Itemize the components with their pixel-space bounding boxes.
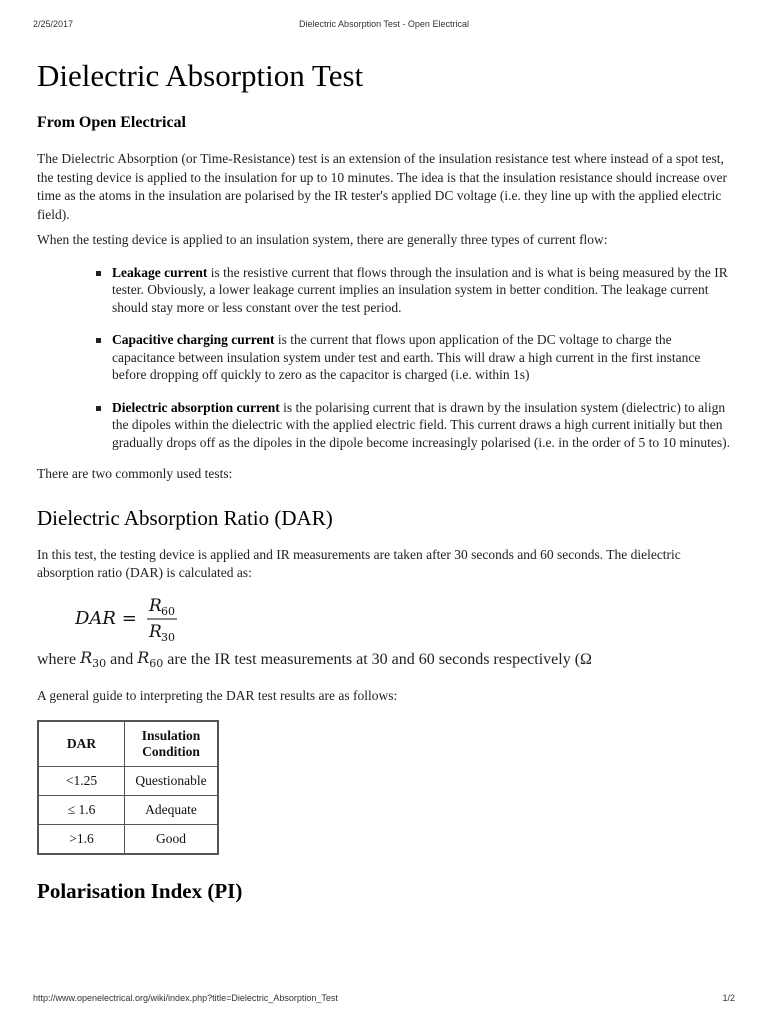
and-word: and bbox=[110, 650, 134, 668]
table-row bbox=[38, 825, 218, 855]
table-cell: Adequate bbox=[125, 796, 219, 825]
bullet-icon bbox=[96, 338, 101, 343]
term-description: is the resistive current that flows through the insulation and is what is being measured by the IR tester. Obviously, a lower leakage current implies an insulation system in better condition. The leakage current should stay more or less constant over the test period. bbox=[112, 264, 728, 315]
where-rest: are the IR test measurements at 30 and 60 seconds respectively (Ω bbox=[167, 650, 592, 668]
list-item bbox=[112, 399, 737, 452]
site-subtitle: From Open Electrical bbox=[37, 114, 186, 131]
article bbox=[37, 56, 737, 905]
formula-numerator-sub: 60 bbox=[161, 604, 175, 618]
dar-paragraph: In this test, the testing device is applied and IR measurements are taken after 30 seconds and 60 seconds. The dielectric absorption ratio (DAR) is calculated as: bbox=[37, 546, 681, 580]
print-url: http://www.openelectrical.org/wiki/index.php?title=Dielectric_Absorption_Test bbox=[33, 993, 338, 1003]
intro-paragraph: The Dielectric Absorption (or Time-Resistance) test is an extension of the insulation resistance test where instead of a spot test, the testing device is applied to the insulation for up to 10 minutes. The idea is that the insulation resistance should increase over time as the atoms in the insulation are polarised by the IR tester's applied DC voltage (i.e. they line up with the applied electric field). bbox=[37, 151, 727, 222]
formula-denominator: R bbox=[149, 621, 162, 642]
page-title: Dielectric Absorption Test bbox=[37, 58, 364, 93]
dar-table bbox=[37, 720, 219, 855]
where-line bbox=[37, 647, 737, 673]
term-description: is the current that flows upon application of the DC voltage to charge the capacitance between insulation system under test and earth. This will draw a high current in the first instance before dropping off quickly to zero as the capacitor is charged (i.e. within 1s) bbox=[112, 332, 701, 382]
term-leakage-current: Leakage current bbox=[112, 264, 208, 280]
table-cell: Questionable bbox=[125, 767, 219, 796]
math-r60: $R_{60}$ bbox=[137, 648, 164, 671]
term-capacitive-charging-current: Capacitive charging current bbox=[112, 332, 275, 347]
formula-numerator: R bbox=[149, 595, 162, 616]
tests-intro-paragraph: There are two commonly used tests: bbox=[37, 466, 233, 481]
list-item bbox=[112, 264, 737, 317]
dar-formula-svg bbox=[75, 591, 255, 645]
flow-intro-paragraph: When the testing device is applied to an insulation system, there are generally three types of current flow: bbox=[37, 232, 608, 247]
table-cell: Good bbox=[125, 825, 219, 855]
current-types-list bbox=[37, 264, 737, 452]
pi-heading: Polarisation Index (PI) bbox=[37, 879, 243, 903]
guide-paragraph: A general guide to interpreting the DAR test results are as follows: bbox=[37, 687, 398, 703]
table-row bbox=[38, 796, 218, 825]
formula-denominator-sub: 30 bbox=[161, 630, 175, 644]
table-cell: <1.25 bbox=[38, 767, 125, 796]
table-cell: ≤ 1.6 bbox=[38, 796, 125, 825]
bullet-icon bbox=[96, 406, 101, 411]
bullet-icon bbox=[96, 271, 101, 276]
dar-formula bbox=[75, 591, 737, 645]
where-word: where bbox=[37, 650, 77, 668]
list-item bbox=[112, 331, 737, 384]
print-date: 2/25/2017 bbox=[33, 19, 74, 29]
math-r30: $R_{30}$ bbox=[80, 648, 107, 671]
column-header-dar: DAR bbox=[38, 721, 125, 767]
term-description: is the polarising current that is drawn by the insulation system (dielectric) to align the dipoles within the dielectric with the applied electric field. This current draws a high current initially but then gradually drops off as the dipoles in the dipole become increasingly polarised (i.e. in the order of 5 to 10 minutes). bbox=[112, 399, 730, 450]
table-cell: >1.6 bbox=[38, 825, 125, 855]
term-dielectric-absorption-current: Dielectric absorption current bbox=[112, 399, 280, 415]
table-row bbox=[38, 767, 218, 796]
formula-lhs: DAR = bbox=[75, 607, 137, 629]
column-header-condition: Insulation Condition bbox=[125, 721, 219, 767]
page-number: 1/2 bbox=[722, 993, 735, 1003]
dar-heading: Dielectric Absorption Ratio (DAR) bbox=[37, 505, 333, 530]
table-header-row bbox=[38, 721, 218, 767]
print-tab-title: Dielectric Absorption Test - Open Electrical bbox=[299, 19, 469, 29]
